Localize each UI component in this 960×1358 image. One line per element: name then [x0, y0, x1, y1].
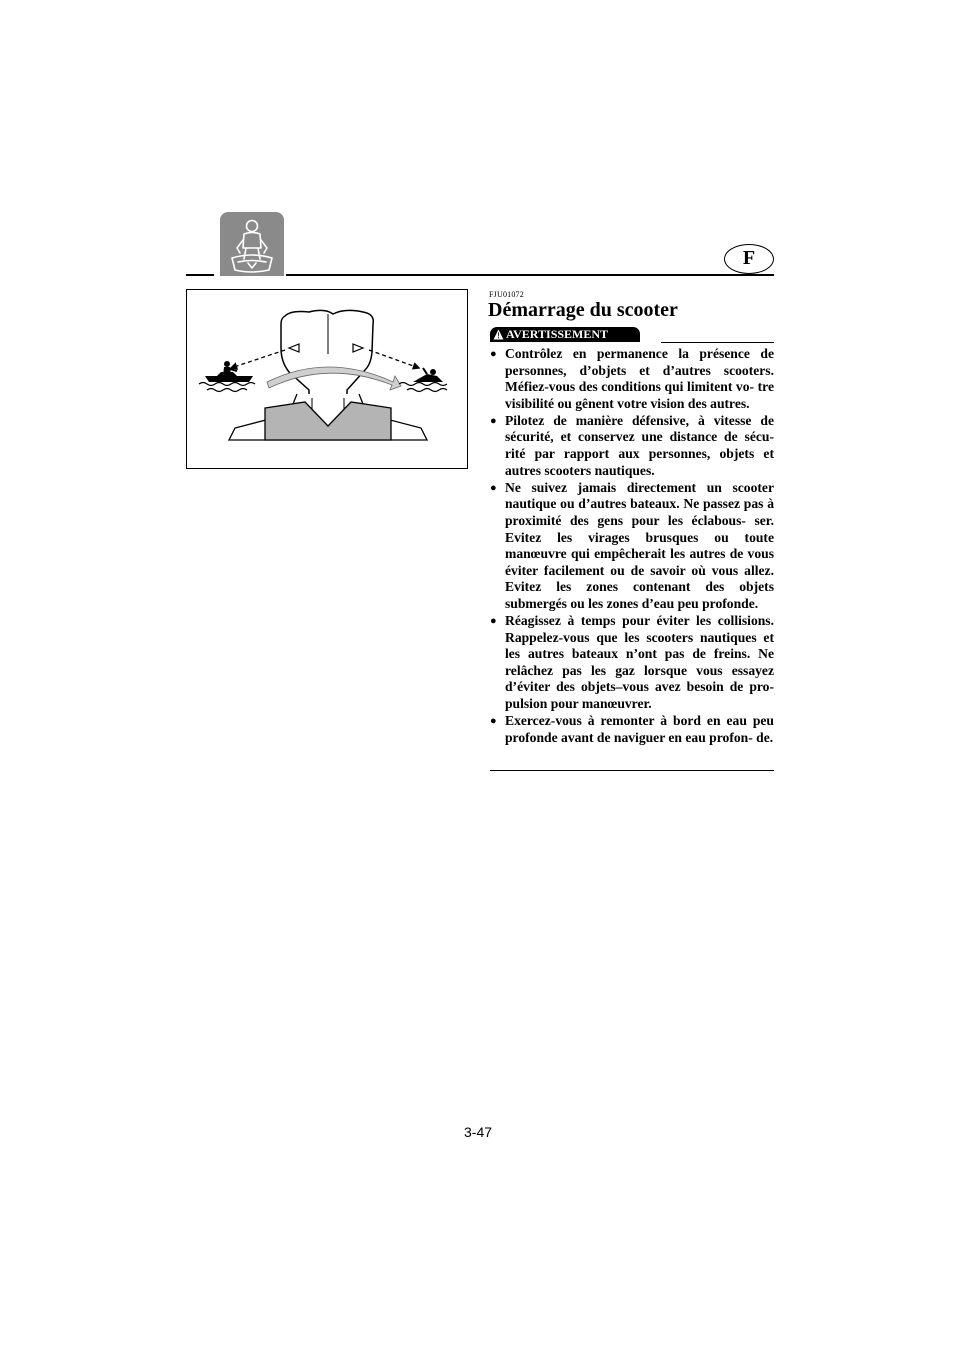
warning-item	[490, 413, 774, 479]
warning-item-text: Contrôlez en permanence la présence de personnes, d’objets et d’autres scooters. Méfiez-vous des conditions qui limitent vo- tre visibilité ou gênent votre vision des autres.	[505, 346, 774, 411]
bullet-icon: ●	[490, 414, 497, 427]
warning-item	[490, 613, 774, 713]
bullet-icon: ●	[490, 715, 497, 728]
warning-item-text: Ne suivez jamais directement un scooter nautique ou d’autres bateaux. Ne passez pas à proximité des gens pour les éclabous- ser. Evitez les virages brusques ou toute manœuvre qui empêcherait les autres de vous éviter facilement ou de savoir où vous allez. Evitez les zones contenant des objets submergés ou les zones d’eau peu profonde.	[505, 479, 774, 611]
warning-item	[490, 713, 774, 746]
warning-label	[490, 327, 640, 342]
warning-item-text: Exercez-vous à remonter à bord en eau peu profonde avant de naviguer en eau profon- de.	[505, 713, 774, 745]
warning-item-text: Réagissez à temps pour éviter les collisions. Rappelez-vous que les scooters nautiques et les autres bateaux n’ont pas de freins. Ne relâchez pas les gaz lorsque vous essayez d’éviter des objets–vous avez besoin de pro- pulsion pour manœuvrer.	[505, 613, 774, 711]
warning-list	[490, 346, 774, 747]
language-badge: F	[724, 244, 774, 274]
arrow-icon	[369, 350, 419, 368]
watercraft-rider-icon	[205, 361, 253, 382]
header-rule	[186, 274, 214, 276]
rider-on-watercraft-icon	[220, 212, 284, 276]
bullet-icon: ●	[490, 348, 497, 360]
safety-illustration	[186, 289, 468, 469]
section-tab	[220, 212, 284, 276]
swimmer-icon	[413, 368, 443, 382]
bullet-icon: ●	[490, 615, 497, 627]
arrow-icon	[231, 350, 285, 368]
warning-item-text: Pilotez de manière défensive, à vitesse de sécurité, et conservez une distance de sécu- rité par rapport aux personnes, objets et autres scooters nautiques.	[505, 412, 774, 478]
warning-triangle-icon	[493, 329, 504, 340]
header-rule	[286, 274, 774, 276]
document-code: FJU01072	[489, 290, 524, 299]
warning-rule	[490, 770, 774, 771]
warning-item	[490, 480, 774, 613]
warning-rule	[661, 342, 774, 343]
warning-label-text: AVERTISSEMENT	[506, 327, 609, 341]
bullet-icon: ●	[490, 481, 497, 494]
section-title: Démarrage du scooter	[488, 299, 678, 321]
page-number: 3-47	[464, 1124, 493, 1140]
rider-head-looking-icon	[229, 310, 427, 440]
warning-item	[490, 346, 774, 412]
